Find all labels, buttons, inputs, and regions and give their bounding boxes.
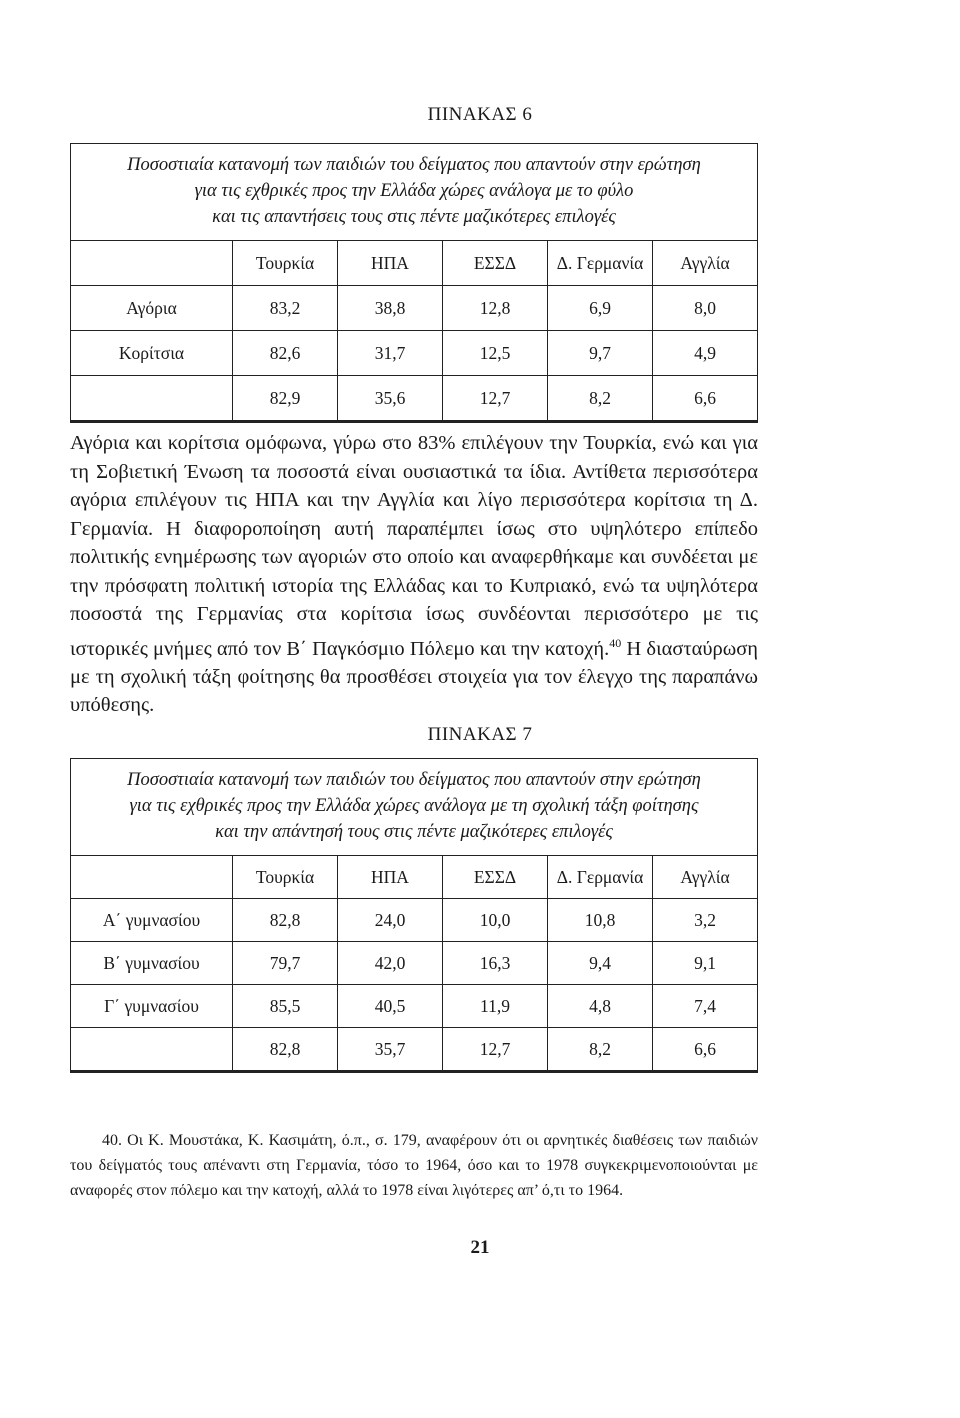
table-cell: 85,5 [233, 985, 338, 1028]
caption-line: Ποσοστιαία κατανομή των παιδιών του δείγματος που απαντούν στην ερώτηση [127, 155, 701, 175]
body-paragraph [70, 429, 758, 720]
table-cell: 4,8 [548, 985, 653, 1028]
row-label: Αγόρια [71, 286, 233, 331]
table7-caption [70, 758, 758, 855]
row-header-empty [71, 856, 233, 899]
table-row [71, 985, 758, 1028]
caption-line: και τις απαντήσεις τους στις πέντε μαζικότερες επιλογές [212, 207, 616, 227]
table7-heading: ΠΙΝΑΚΑΣ 7 [427, 724, 533, 745]
table-cell: 40,5 [338, 985, 443, 1028]
table-cell: 12,7 [443, 1028, 548, 1072]
column-header: Αγγλία [653, 241, 758, 286]
table-cell: 6,6 [653, 376, 758, 422]
row-label [71, 1028, 233, 1072]
table-cell: 82,8 [233, 899, 338, 942]
paragraph-text: Αγόρια και κορίτσια ομόφωνα, γύρω στο 83% επιλέγουν την Τουρκία, ενώ και για τη Σοβιετική Ένωση τα ποσοστά είναι ουσιαστικά τα ίδια. Αντίθετα περισσότερα αγόρια επιλέγουν τις ΗΠΑ και την Αγγλία και λίγο περισσότερα κορίτσια τη Δ. Γερμανία. Η διαφοροποίηση αυτή παραπέμπει ίσως στο υψηλότερο επίπεδο πολιτικής ενημέρωσης των αγοριών στο οποίο και αναφερθήκαμε και συνδέεται με την πρόσφατη πολιτική ιστορία της Ελλάδας και το Κυπριακό, ενώ τα υψηλότερα ποσοστά της Γερμανίας στα κορίτσια ίσως συνδέονται περισσότερο με τις ιστορικές μνήμες από τον Β΄ Παγκόσμιο Πόλεμο και την κατοχή. [70, 432, 758, 660]
column-header: Τουρκία [233, 856, 338, 899]
table-cell: 12,5 [443, 331, 548, 376]
table-cell: 35,6 [338, 376, 443, 422]
table-cell: 9,1 [653, 942, 758, 985]
table6-caption [70, 143, 758, 240]
table-cell: 9,4 [548, 942, 653, 985]
table-cell: 42,0 [338, 942, 443, 985]
table7-block [70, 758, 758, 1073]
table-row [71, 899, 758, 942]
table-row [71, 331, 758, 376]
column-header: Δ. Γερμανία [548, 241, 653, 286]
table-cell: 82,6 [233, 331, 338, 376]
table-cell: 31,7 [338, 331, 443, 376]
caption-line: Ποσοστιαία κατανομή των παιδιών του δείγματος που απαντούν στην ερώτηση [127, 770, 701, 790]
page-number: 21 [470, 1237, 490, 1258]
table-cell: 82,8 [233, 1028, 338, 1072]
table-cell: 6,6 [653, 1028, 758, 1072]
caption-line: για τις εχθρικές προς την Ελλάδα χώρες ανάλογα με το φύλο [194, 181, 634, 201]
table6-block [70, 143, 758, 423]
table6-heading: ΠΙΝΑΚΑΣ 6 [427, 104, 533, 125]
table-cell: 79,7 [233, 942, 338, 985]
table-cell: 8,2 [548, 376, 653, 422]
table-cell: 11,9 [443, 985, 548, 1028]
table-row [71, 286, 758, 331]
row-label [71, 376, 233, 422]
table-cell: 38,8 [338, 286, 443, 331]
table-header-row [71, 241, 758, 286]
caption-line: και την απάντησή τους στις πέντε μαζικότερες επιλογές [215, 822, 613, 842]
table-header-row [71, 856, 758, 899]
table-total-row [71, 1028, 758, 1072]
table-cell: 35,7 [338, 1028, 443, 1072]
table-cell: 16,3 [443, 942, 548, 985]
row-label: Γ΄ γυμνασίου [71, 985, 233, 1028]
table-cell: 12,8 [443, 286, 548, 331]
row-label: Α΄ γυμνασίου [71, 899, 233, 942]
table-cell: 83,2 [233, 286, 338, 331]
column-header: Αγγλία [653, 856, 758, 899]
table-cell: 9,7 [548, 331, 653, 376]
table-cell: 24,0 [338, 899, 443, 942]
table-cell: 12,7 [443, 376, 548, 422]
table-cell: 3,2 [653, 899, 758, 942]
table-row [71, 942, 758, 985]
table-cell: 10,8 [548, 899, 653, 942]
table-cell: 6,9 [548, 286, 653, 331]
column-header: Δ. Γερμανία [548, 856, 653, 899]
column-header: ΗΠΑ [338, 241, 443, 286]
row-label: Β΄ γυμνασίου [71, 942, 233, 985]
table-cell: 82,9 [233, 376, 338, 422]
caption-line: για τις εχθρικές προς την Ελλάδα χώρες ανάλογα με τη σχολική τάξη φοίτησης [129, 796, 699, 816]
column-header: ΗΠΑ [338, 856, 443, 899]
table-cell: 8,2 [548, 1028, 653, 1072]
footnote: 40. Οι Κ. Μουστάκα, Κ. Κασιμάτη, ό.π., σ. 179, αναφέρουν ότι οι αρνητικές διαθέσεις των παιδιών του δείγματός τους απέναντι στη Γερμανία, τόσο το 1964, όσο και το 1978 συγκεκριμενοποιούνται με αναφορές στον πόλεμο και την κατοχή, αλλά το 1978 είναι λιγότερες απ’ ό,τι το 1964. [70, 1132, 758, 1199]
column-header: ΕΣΣΔ [443, 856, 548, 899]
table-total-row [71, 376, 758, 422]
column-header: Τουρκία [233, 241, 338, 286]
table-cell: 8,0 [653, 286, 758, 331]
table-cell: 7,4 [653, 985, 758, 1028]
paragraph-text-continued: Η διασταύρωση με τη σχολική τάξη φοίτησης θα προσθέσει στοιχεία για τον έλεγχο της παραπάνω υπόθεσης. [70, 637, 758, 717]
table-cell: 4,9 [653, 331, 758, 376]
row-label: Κορίτσια [71, 331, 233, 376]
table7 [70, 855, 758, 1073]
table-cell: 10,0 [443, 899, 548, 942]
table6 [70, 240, 758, 423]
footnote-reference: 40 [609, 635, 622, 650]
column-header: ΕΣΣΔ [443, 241, 548, 286]
row-header-empty [71, 241, 233, 286]
